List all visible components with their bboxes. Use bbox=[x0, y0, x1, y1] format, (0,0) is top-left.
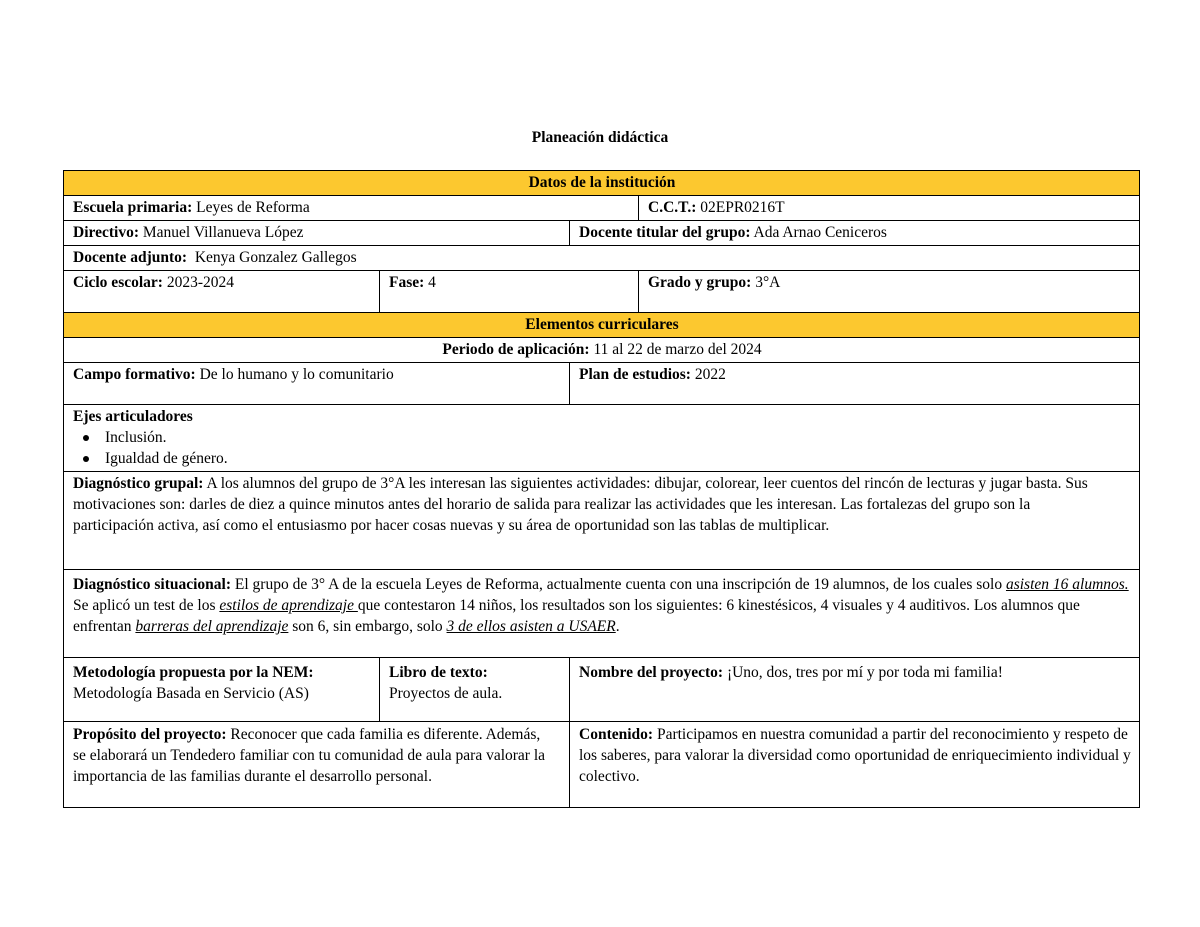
period-label: Periodo de aplicación: bbox=[442, 341, 590, 358]
school-year-value: 2023-2024 bbox=[162, 274, 234, 291]
phase-label: Fase: bbox=[389, 274, 425, 291]
situational-diagnosis-cell bbox=[64, 570, 1140, 658]
situational-diagnosis-text: . bbox=[615, 618, 620, 635]
director-cell bbox=[64, 221, 570, 246]
content-value: Participamos en nuestra comunidad a partir del reconocimiento y respeto de los saberes, para valorar la diversidad como oportunidad de enriquecimiento individual y colectivo. bbox=[579, 726, 1131, 785]
project-purpose-label: Propósito del proyecto: bbox=[73, 726, 227, 743]
methodology-value: Metodología Basada en Servicio (AS) bbox=[73, 685, 309, 702]
axes-cell bbox=[64, 405, 1140, 472]
situational-diagnosis-text: que contestaron 14 niños, los resultados son los siguientes: 6 kinestésicos, 4 visuales y 4 auditivos. Los alumnos que enfrentan bbox=[73, 597, 1080, 635]
methodology-label: Metodología propuesta por la NEM: bbox=[73, 664, 314, 681]
textbook-label: Libro de texto: bbox=[389, 664, 488, 681]
school-cell bbox=[64, 196, 639, 221]
study-plan-label: Plan de estudios: bbox=[579, 366, 691, 383]
textbook-cell bbox=[380, 658, 570, 722]
head-teacher-value: Ada Arnao Ceniceros bbox=[750, 224, 887, 241]
textbook-value: Proyectos de aula. bbox=[389, 685, 503, 702]
phase-cell bbox=[380, 271, 639, 313]
axes-label: Ejes articuladores bbox=[73, 408, 193, 425]
formative-field-label: Campo formativo: bbox=[73, 366, 196, 383]
group-diagnosis-cell bbox=[64, 472, 1140, 570]
period-value: 11 al 22 de marzo del 2024 bbox=[589, 341, 762, 358]
period-cell bbox=[64, 338, 1140, 363]
group-diagnosis-label: Diagnóstico grupal: bbox=[73, 475, 204, 492]
content-cell bbox=[570, 722, 1140, 808]
axes-list-item: Inclusión. bbox=[105, 427, 1131, 448]
project-name-label: Nombre del proyecto: bbox=[579, 664, 724, 681]
curricular-section-header: Elementos curriculares bbox=[64, 313, 1140, 338]
axes-list-item: Igualdad de género. bbox=[105, 448, 1131, 469]
situational-diagnosis-highlight: 3 de ellos asisten a USAER bbox=[446, 618, 616, 635]
project-name-value: ¡Uno, dos, tres por mí y por toda mi familia! bbox=[723, 664, 1003, 681]
cct-value: 02EPR0216T bbox=[696, 199, 785, 216]
methodology-cell bbox=[64, 658, 380, 722]
assistant-teacher-cell bbox=[64, 246, 1140, 271]
phase-value: 4 bbox=[424, 274, 436, 291]
situational-diagnosis-text: Se aplicó un test de los bbox=[73, 597, 220, 614]
situational-diagnosis-label: Diagnóstico situacional: bbox=[73, 576, 232, 593]
project-purpose-value: Reconocer que cada familia es diferente. Además, se elaborará un Tendedero familiar con tu comunidad de aula para valorar la importancia de las familias durante el desarrollo personal. bbox=[73, 726, 546, 785]
school-label: Escuela primaria: bbox=[73, 199, 193, 216]
project-purpose-cell bbox=[64, 722, 570, 808]
situational-diagnosis-text: El grupo de 3° A de la escuela Leyes de Reforma, actualmente cuenta con una inscripción de 19 alumnos, de los cuales solo bbox=[231, 576, 1006, 593]
grade-group-value: 3°A bbox=[751, 274, 781, 291]
grade-group-cell bbox=[639, 271, 1140, 313]
situational-diagnosis-highlight: estilos de aprendizaje bbox=[219, 597, 358, 614]
formative-field-cell bbox=[64, 363, 570, 405]
director-value: Manuel Villanueva López bbox=[139, 224, 304, 241]
cct-cell bbox=[639, 196, 1140, 221]
head-teacher-cell bbox=[570, 221, 1140, 246]
situational-diagnosis-highlight: barreras del aprendizaje bbox=[135, 618, 289, 635]
situational-diagnosis-text: son 6, sin embargo, solo bbox=[288, 618, 447, 635]
assistant-teacher-label: Docente adjunto: bbox=[73, 249, 188, 266]
cct-label: C.C.T.: bbox=[648, 199, 697, 216]
head-teacher-label: Docente titular del grupo: bbox=[579, 224, 751, 241]
group-diagnosis-value: A los alumnos del grupo de 3°A les interesan las siguientes actividades: dibujar, colorear, leer cuentos del rincón de lecturas y jugar basta. Sus motivaciones son: darles de diez a quince minutos antes del horario de salida para realizar las actividades que les interesan. Las fortalezas del grupo son la participación activa, así como el entusiasmo por hacer cosas nuevas y su área de oportunidad son las tablas de multiplicar. bbox=[73, 475, 1088, 534]
school-year-label: Ciclo escolar: bbox=[73, 274, 163, 291]
grade-group-label: Grado y grupo: bbox=[648, 274, 752, 291]
axes-list bbox=[73, 427, 1131, 469]
content-label: Contenido: bbox=[579, 726, 654, 743]
assistant-teacher-value: Kenya Gonzalez Gallegos bbox=[187, 249, 357, 266]
study-plan-cell bbox=[570, 363, 1140, 405]
school-year-cell bbox=[64, 271, 380, 313]
study-plan-value: 2022 bbox=[690, 366, 726, 383]
situational-diagnosis-highlight: asisten 16 alumnos. bbox=[1005, 576, 1129, 593]
school-value: Leyes de Reforma bbox=[192, 199, 310, 216]
formative-field-value: De lo humano y lo comunitario bbox=[195, 366, 394, 383]
project-name-cell bbox=[570, 658, 1140, 722]
institution-section-header: Datos de la institución bbox=[64, 171, 1140, 196]
planning-table bbox=[63, 170, 1140, 808]
director-label: Directivo: bbox=[73, 224, 139, 241]
document-title: Planeación didáctica bbox=[531, 129, 669, 146]
